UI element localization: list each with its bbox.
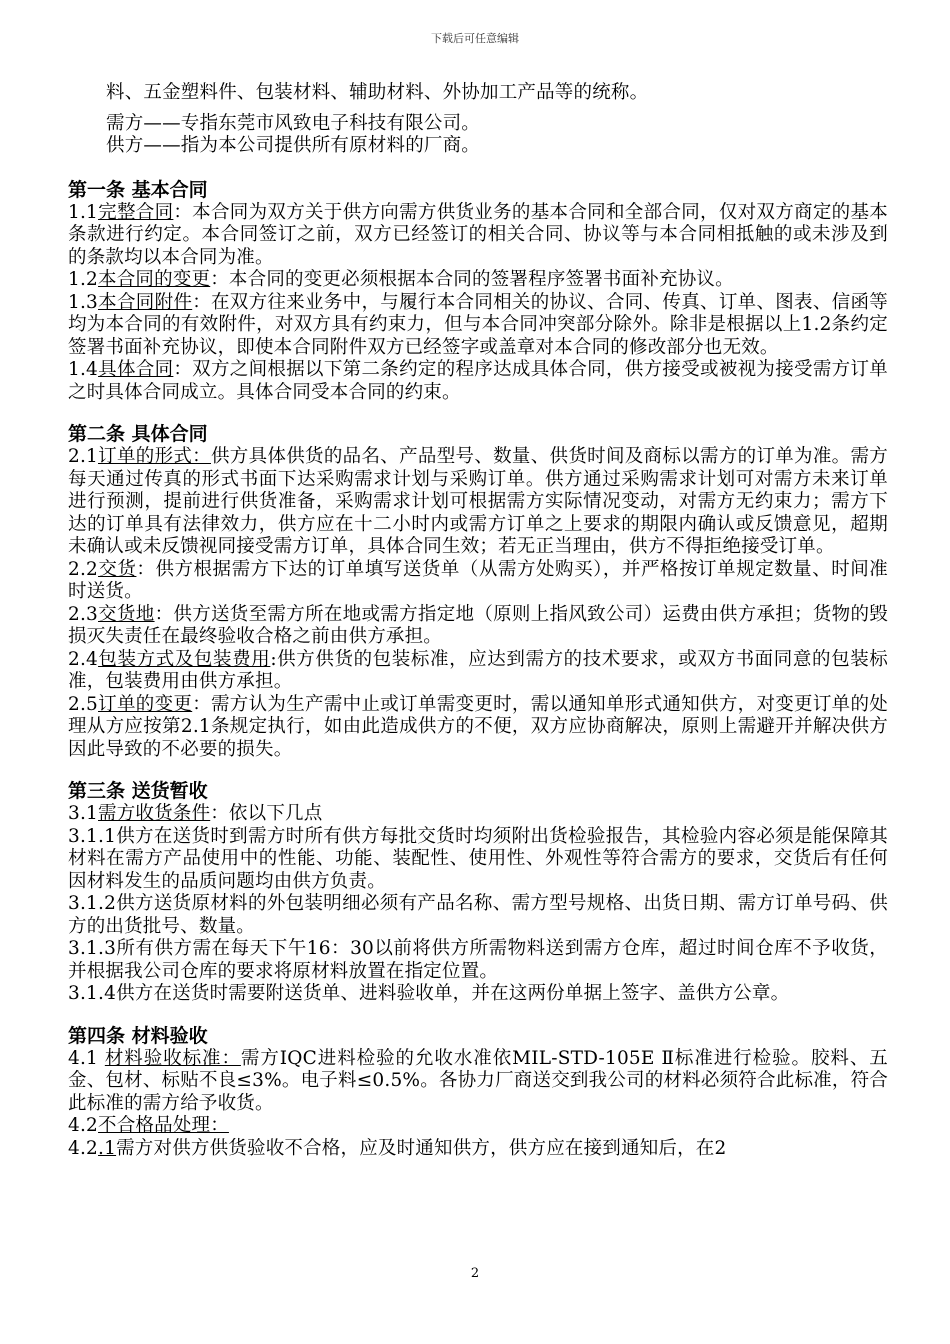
clause-paragraph	[68, 1048, 888, 1116]
clause-paragraph	[68, 359, 888, 404]
clause-text: 供方具体供货的品名、产品型号、数量、供货时间及商标以需方的订单为准。需方每天通过传真的形式书面下达采购需求计划与采购订单。供方通过采购需求计划可对需方未来订单进行预测，提前进行供货准备，采购需求计划可根据需方实际情况变动，对需方无约束力；需方下达的订单具有法律效力，供方应在十二小时内或需方订单之上要求的期限内确认或反馈意见，超期未确认或未反馈视同接受需方订单，具体合同生效；若无正当理由，供方不得拒绝接受订单。	[68, 446, 888, 557]
clause-number: 3.1	[68, 803, 99, 824]
clause-number: 3.1.1	[68, 825, 117, 847]
page-header: 下载后可任意编辑	[431, 32, 519, 45]
clause-term: 包装方式及包装费用	[98, 648, 271, 670]
clause-paragraph	[68, 269, 888, 292]
intro-definitions	[68, 82, 888, 158]
clause-paragraph	[68, 694, 888, 762]
clause-term: .1	[98, 1137, 117, 1159]
clause-number: 2.3	[68, 603, 99, 625]
clause-number: 3.1.2	[68, 893, 117, 914]
section-heading: 第一条 基本合同	[68, 178, 208, 201]
section-heading: 第四条 材料验收	[68, 1024, 208, 1047]
intro-line: 需方——专指东莞市风致电子科技有限公司。	[106, 112, 481, 134]
clause-number: 3.1.3	[68, 938, 117, 959]
section-heading: 第二条 具体合同	[68, 423, 208, 445]
clause-paragraph	[68, 202, 888, 270]
clause-number: 1.3	[68, 291, 99, 313]
clause-term: 交货地	[98, 603, 155, 625]
contract-sections	[68, 178, 888, 1161]
clause-text: ：依以下几点	[210, 803, 323, 824]
clause-term: 具体合同	[98, 359, 174, 380]
clause-number: 1.4	[68, 359, 99, 380]
clause-text: ：需方认为生产需中止或订单需变更时，需以通知单形式通知供方，对变更订单的处理从方应按第2.1条规定执行，如由此造成供方的不便，双方应协商解决，原则上需避开并解决供方因此导致的不必要的损失。	[68, 693, 888, 760]
clause-paragraph	[68, 649, 888, 694]
clause-number: 4.2	[68, 1115, 99, 1136]
clause-term: 本合同附件	[98, 291, 193, 313]
clause-paragraph	[68, 803, 888, 826]
document-body	[68, 82, 888, 1160]
clause-text: 供方在送货时到需方时所有供方每批交货时均须附出货检验报告，其检验内容必须是能保障其材料在需方产品使用中的性能、功能、装配性、使用性、外观性等符合需方的要求，交货后有任何因材料发生的品质问题均由供方负责。	[68, 825, 888, 892]
clause-term: 材料验收标准：	[104, 1047, 241, 1069]
clause-paragraph	[68, 446, 888, 559]
page-number: 2	[470, 1266, 480, 1281]
clause-number: 2.4	[68, 648, 99, 670]
clause-number: 2.1	[68, 446, 99, 467]
clause-text: 供方在送货时需要附送货单、进料验收单，并在这两份单据上签字、盖供方公章。	[116, 983, 790, 1004]
clause-number: 3.1.4	[68, 983, 117, 1004]
clause-term: 交货	[98, 558, 137, 580]
clause-text: ：在双方往来业务中，与履行本合同相关的协议、合同、传真、订单、图表、信函等均为本合同的有效附件，对双方具有约束力，但与本合同冲突部分除外。除非是根据以上1.2条约定签署书面补充协议，即使本合同附件双方已经签字或盖章对本合同的修改部分也无效。	[68, 291, 888, 358]
clause-text: 所有供方需在每天下午16：30以前将供方所需物料送到需方仓库，超过时间仓库不予收货，并根据我公司仓库的要求将原材料放置在指定位置。	[68, 938, 888, 982]
clause-paragraph	[68, 983, 888, 1006]
clause-paragraph	[68, 938, 888, 983]
clause-text: 需方IQC进料检验的允收水准依MIL-STD-105E Ⅱ标准进行检验。胶料、五金、包材、标贴不良≤3%。电子料≤0.5%。各协力厂商送交到我公司的材料必须符合此标准，符合此标准的需方给予收货。	[68, 1047, 888, 1114]
clause-text: :供方供货的包装标准，应达到需方的技术要求，或双方书面同意的包装标准，包装费用由供方承担。	[68, 648, 888, 692]
clause-term: 完整合同	[98, 201, 174, 223]
clause-paragraph	[68, 604, 888, 649]
clause-text: ：供方根据需方下达的订单填写送货单（从需方处购买），并严格按订单规定数量、时间准时送货。	[68, 558, 888, 602]
clause-paragraph	[68, 1115, 888, 1138]
clause-paragraph	[68, 559, 888, 604]
section-heading: 第三条 送货暂收	[68, 780, 208, 802]
clause-text: ：供方送货至需方所在地或需方指定地（原则上指风致公司）运费由供方承担；货物的毁损灭失责任在最终验收合格之前由供方承担。	[68, 603, 888, 647]
intro-line: 供方——指为本公司提供所有原材料的厂商。	[106, 135, 481, 156]
clause-paragraph	[68, 292, 888, 360]
clause-term: 订单的变更	[98, 693, 193, 715]
clause-paragraph	[68, 826, 888, 894]
clause-number: 1.1	[68, 201, 99, 223]
clause-number: 4.1	[68, 1047, 105, 1069]
clause-number: 4.2	[68, 1137, 99, 1159]
clause-number: 2.5	[68, 693, 99, 715]
clause-paragraph	[68, 1138, 888, 1161]
clause-number: 1.2	[68, 269, 99, 290]
clause-text: ：本合同为双方关于供方向需方供货业务的基本合同和全部合同，仅对双方商定的基本条款进行约定。本合同签订之前，双方已经签订的相关合同、协议等与本合同相抵触的或未涉及到的条款均以本合同为准。	[68, 201, 888, 268]
intro-line: 料、五金塑料件、包装材料、辅助材料、外协加工产品等的统称。	[106, 82, 649, 103]
clause-text: 供方送货原材料的外包装明细必须有产品名称、需方型号规格、出货日期、需方订单号码、供方的出货批号、数量。	[68, 893, 888, 937]
clause-text: 需方对供方供货验收不合格，应及时通知供方，供方应在接到通知后，在2	[116, 1137, 727, 1159]
clause-paragraph	[68, 893, 888, 938]
clause-term: 订单的形式：	[98, 446, 211, 467]
clause-text: ：双方之间根据以下第二条约定的程序达成具体合同，供方接受或被视为接受需方订单之时具体合同成立。具体合同受本合同的约束。	[68, 359, 888, 403]
clause-term: 需方收货条件	[98, 803, 211, 824]
clause-term: 不合格品处理：	[98, 1115, 229, 1136]
clause-term: 本合同的变更	[98, 269, 211, 290]
clause-number: 2.2	[68, 558, 99, 580]
clause-text: ：本合同的变更必须根据本合同的签署程序签署书面补充协议。	[210, 269, 734, 290]
